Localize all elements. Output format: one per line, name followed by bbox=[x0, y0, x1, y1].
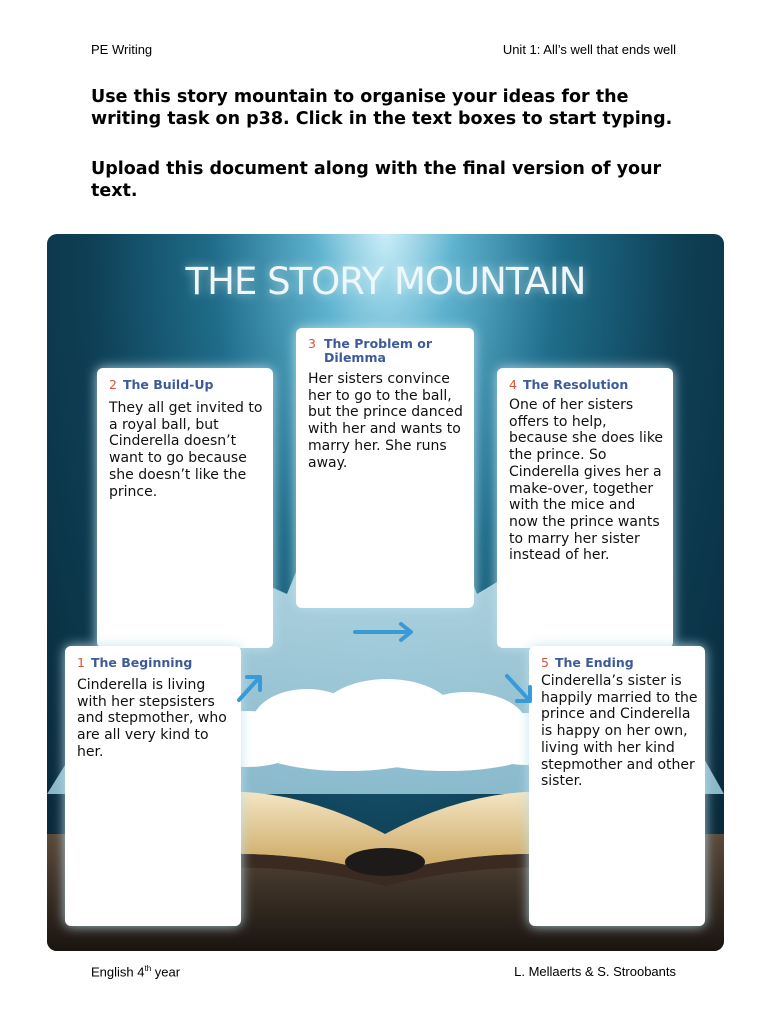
footer-year: year bbox=[151, 964, 181, 980]
card-title: The Beginning bbox=[90, 655, 193, 670]
card-title: The Ending bbox=[554, 655, 634, 670]
card-resolution[interactable] bbox=[497, 368, 673, 648]
header-right: Unit 1: All’s well that ends well bbox=[502, 42, 676, 57]
footer-right: L. Mellaerts & S. Stroobants bbox=[514, 964, 676, 979]
arrow-down-right-icon bbox=[501, 670, 537, 708]
card-title: The Problem or Dilemma bbox=[324, 336, 433, 365]
arrow-up-right-icon bbox=[233, 670, 267, 706]
card-heading bbox=[541, 655, 634, 670]
card-text-input[interactable]: Cinderella’s sister is happily married to the prince and Cinderella is happy on her own, living with her kind stepmother and other sister. bbox=[541, 673, 698, 790]
card-number: 5 bbox=[541, 655, 549, 670]
card-heading bbox=[109, 377, 213, 392]
card-number: 1 bbox=[77, 655, 85, 670]
card-heading bbox=[509, 377, 628, 392]
card-number: 2 bbox=[109, 377, 117, 392]
card-title: The Resolution bbox=[522, 377, 629, 392]
card-build-up[interactable] bbox=[97, 368, 273, 648]
card-text-input[interactable]: One of her sisters offers to help, because she does like the prince. So Cinderella gives her a make-over, together with the mice and now the prince wants to marry her sister instead of her. bbox=[509, 397, 664, 564]
card-text-input[interactable]: Cinderella is living with her stepsisters and stepmother, who are all very kind to her. bbox=[77, 677, 227, 760]
card-title: The Build-Up bbox=[122, 377, 214, 392]
story-mountain-poster bbox=[47, 234, 724, 951]
header-left: PE Writing bbox=[91, 42, 153, 57]
footer-course: English 4 bbox=[91, 964, 145, 980]
instruction-text: Use this story mountain to organise your ideas for the writing task on p38. Click in the text boxes to start typing. bbox=[91, 87, 673, 129]
card-number: 3 bbox=[308, 336, 316, 351]
card-heading bbox=[308, 337, 438, 365]
poster-title: THE STORY MOUNTAIN bbox=[185, 260, 586, 303]
card-ending[interactable] bbox=[529, 646, 705, 926]
card-problem[interactable] bbox=[296, 328, 474, 608]
card-text-input[interactable]: They all get invited to a royal ball, but Cinderella doesn’t want to go because she doesn’t like the prince. bbox=[109, 400, 263, 500]
arrow-right-icon bbox=[351, 621, 417, 643]
card-text-input[interactable]: Her sisters convince her to go to the ball, but the prince danced with her and wants to marry her. She runs away. bbox=[308, 371, 463, 471]
footer-left bbox=[91, 964, 180, 979]
card-beginning[interactable] bbox=[65, 646, 241, 926]
card-number: 4 bbox=[509, 377, 517, 392]
footer-superscript: th bbox=[144, 964, 152, 973]
upload-instruction: Upload this document along with the final version of your text. bbox=[91, 159, 662, 201]
card-heading bbox=[77, 655, 192, 670]
